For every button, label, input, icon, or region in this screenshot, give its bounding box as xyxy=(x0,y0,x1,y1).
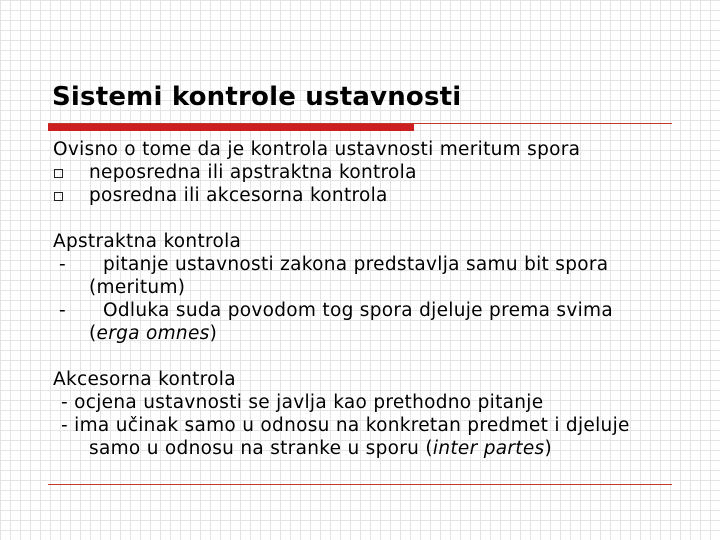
title-underline-accent xyxy=(48,124,414,131)
incidental-heading: Akcesorna kontrola xyxy=(53,369,236,390)
dash-marker: - xyxy=(59,300,66,321)
intro-bullet xyxy=(53,161,693,184)
paren-close: ) xyxy=(209,323,218,344)
latin-term: inter partes xyxy=(432,438,545,459)
slide-title: Sistemi kontrole ustavnosti xyxy=(52,82,462,112)
incidental-item: - ima učinak samo u odnosu na konkretan predmet i djeluje xyxy=(61,415,630,436)
square-bullet-icon xyxy=(54,169,63,178)
abstract-item-continuation xyxy=(53,322,693,345)
paren-open: ( xyxy=(89,323,97,344)
intro-bullet xyxy=(53,184,693,207)
abstract-heading: Apstraktna kontrola xyxy=(53,231,242,252)
intro-bullet-text: posredna ili akcesorna kontrola xyxy=(89,185,388,206)
dash-marker: - xyxy=(59,254,66,275)
abstract-block xyxy=(53,230,693,345)
continuation-prefix: samo u odnosu na stranke u sporu ( xyxy=(89,438,433,459)
incidental-block xyxy=(53,368,693,460)
square-bullet-icon xyxy=(54,192,63,201)
intro-lead: Ovisno o tome da je kontrola ustavnosti meritum spora xyxy=(53,139,581,160)
intro-bullet-text: neposredna ili apstraktna kontrola xyxy=(89,162,417,183)
slide-body xyxy=(53,138,693,460)
footer-rule xyxy=(48,484,672,485)
intro-block xyxy=(53,138,693,207)
incidental-item-continuation xyxy=(53,437,693,460)
latin-term: erga omnes xyxy=(96,323,210,344)
continuation-suffix: ) xyxy=(544,438,552,459)
abstract-item-text: Odluka suda povodom tog spora djeluje prema svima xyxy=(103,300,613,321)
abstract-item-text: pitanje ustavnosti zakona predstavlja samu bit spora xyxy=(103,254,609,275)
abstract-item-continuation: (meritum) xyxy=(89,277,186,298)
abstract-item xyxy=(53,299,693,322)
abstract-item xyxy=(53,253,693,276)
spacer xyxy=(53,345,693,368)
incidental-item: - ocjena ustavnosti se javlja kao prethodno pitanje xyxy=(61,392,544,413)
spacer xyxy=(53,207,693,230)
